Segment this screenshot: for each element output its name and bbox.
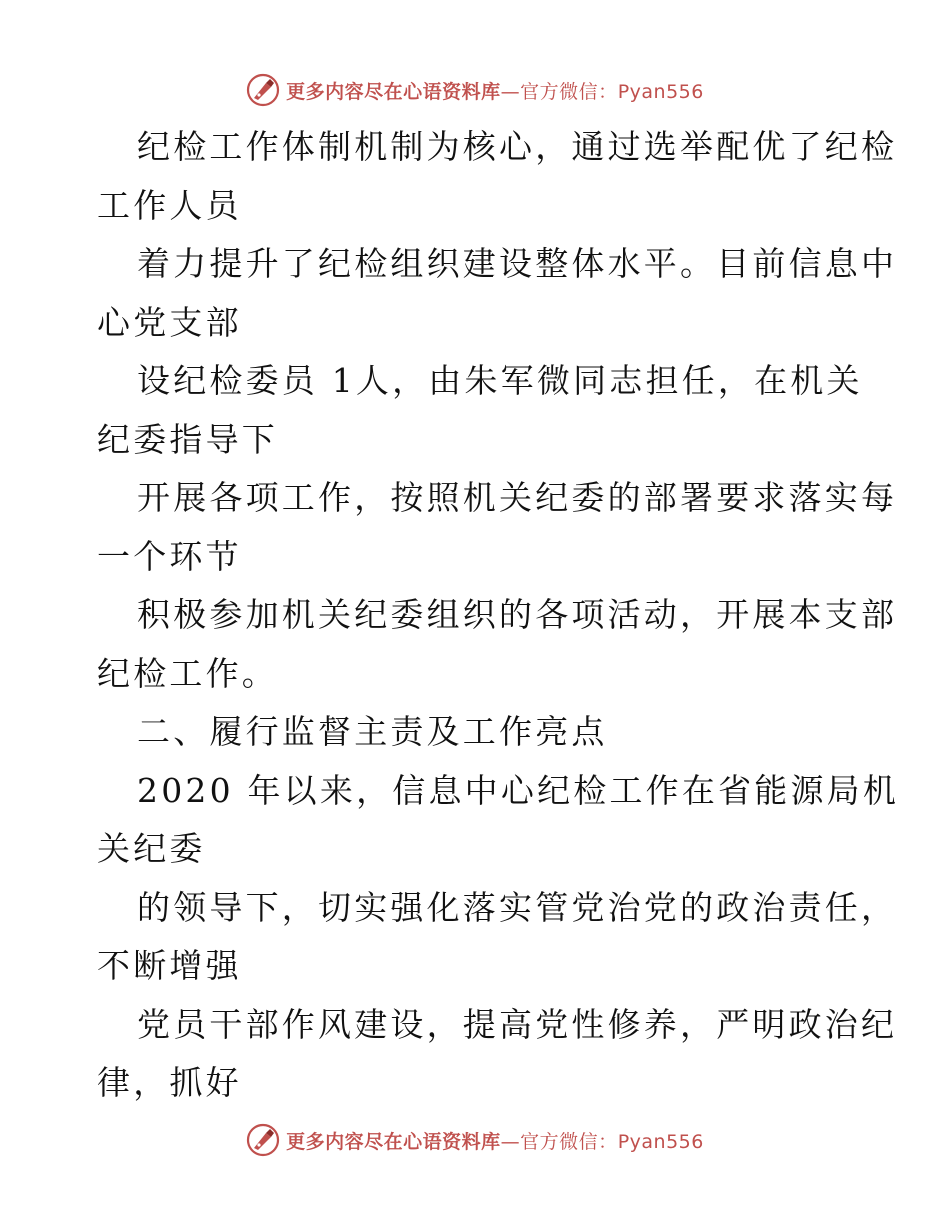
text-line: 着力提升了纪检组织建设整体水平。目前信息中 <box>137 244 898 283</box>
footer-wechat-id: Pyan556 <box>617 1130 704 1153</box>
text-line: 二、履行监督主责及工作亮点 <box>137 712 608 751</box>
document-body <box>97 118 900 1113</box>
footer-banner <box>0 1120 950 1160</box>
header-banner <box>0 70 950 110</box>
text-line: 工作人员 <box>97 185 242 225</box>
header-banner-main-text: 更多内容尽在心语资料库 <box>286 80 501 103</box>
header-wechat-label: 官方微信： <box>520 80 618 103</box>
footer-banner-text <box>286 1127 704 1154</box>
text-line: 2020 年以来，信息中心纪检工作在省能源局机 <box>137 770 900 810</box>
text-line: 律，抓好 <box>97 1063 242 1102</box>
footer-banner-main-text: 更多内容尽在心语资料库 <box>286 1130 501 1153</box>
pen-nib-logo-icon <box>246 73 280 107</box>
header-banner-separator: — <box>500 80 521 103</box>
text-line: 设纪检委员 1人，由朱军微同志担任，在机关 <box>137 361 863 400</box>
text-line: 纪委指导下 <box>97 419 278 459</box>
header-banner-text <box>286 77 704 104</box>
pen-nib-logo-icon <box>246 1123 280 1157</box>
text-line: 开展各项工作，按照机关纪委的部署要求落实每 <box>137 478 898 517</box>
text-line: 党员干部作风建设，提高党性修养，严明政治纪 <box>137 1004 898 1044</box>
text-line: 纪检工作。 <box>97 653 278 693</box>
footer-wechat-label: 官方微信： <box>520 1130 618 1153</box>
text-line: 不断增强 <box>97 946 242 985</box>
text-line: 纪检工作体制机制为核心，通过选举配优了纪检 <box>137 127 898 166</box>
footer-banner-separator: — <box>500 1130 521 1153</box>
header-wechat-id: Pyan556 <box>617 80 704 103</box>
text-line: 的领导下，切实强化落实管党治党的政治责任， <box>137 887 898 927</box>
text-line: 心党支部 <box>97 302 242 342</box>
text-line: 关纪委 <box>97 829 206 868</box>
text-line: 一个环节 <box>97 536 242 576</box>
text-line: 积极参加机关纪委组织的各项活动，开展本支部 <box>137 595 898 634</box>
